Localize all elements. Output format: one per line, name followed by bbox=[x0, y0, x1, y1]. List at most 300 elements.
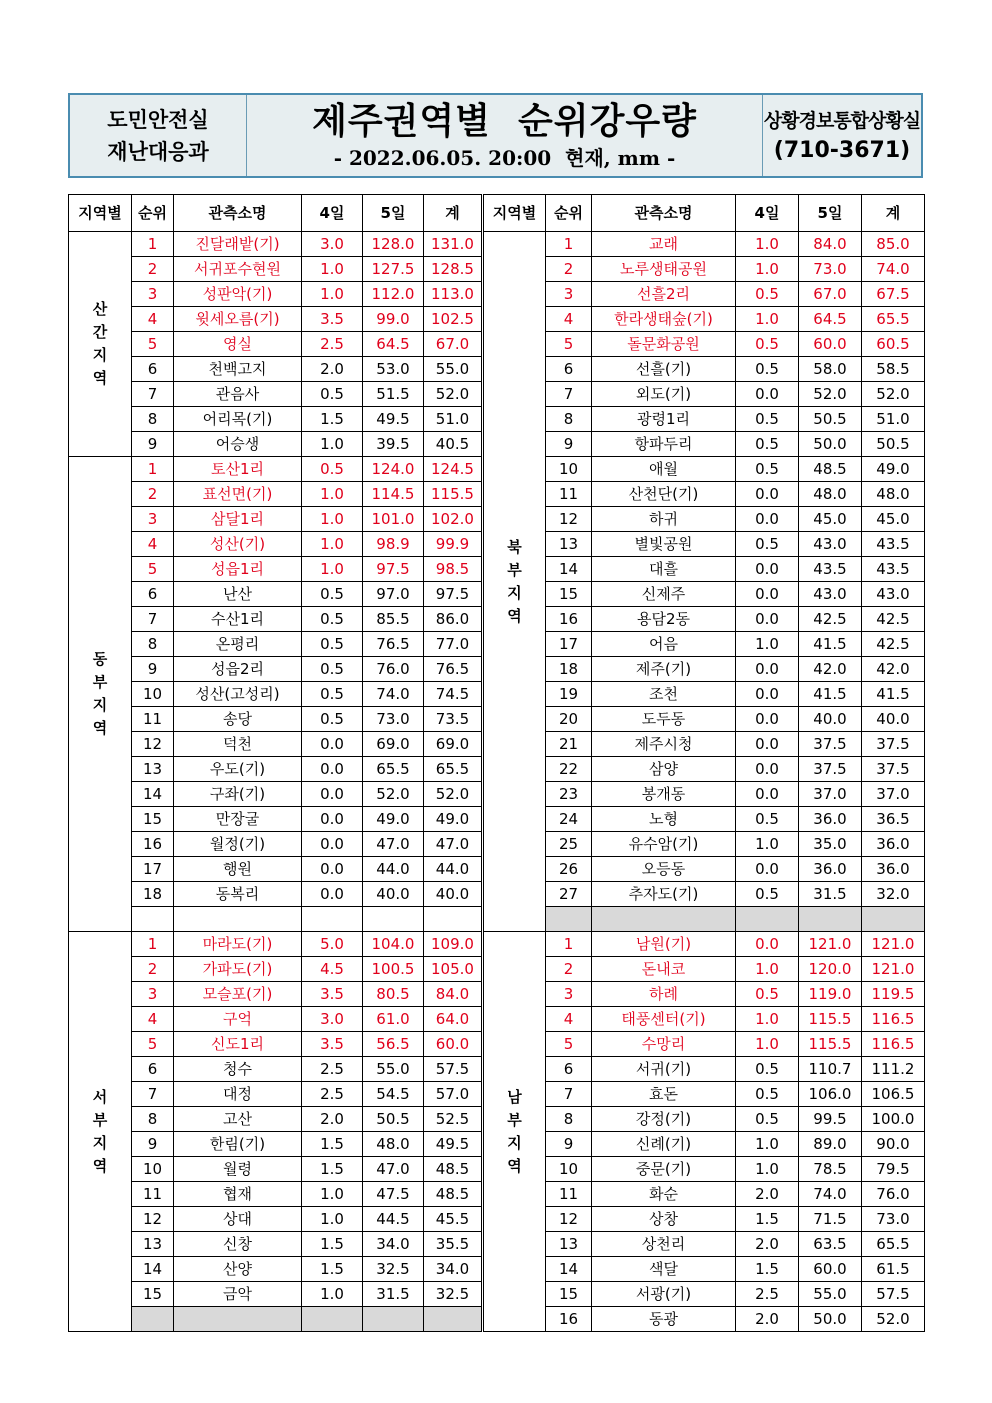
rain-day4: 1.0 bbox=[736, 1157, 799, 1182]
rain-day5: 65.5 bbox=[363, 757, 424, 782]
rank-cell: 4 bbox=[132, 1007, 174, 1032]
rain-total: 41.5 bbox=[862, 682, 925, 707]
rain-day4: 2.0 bbox=[736, 1182, 799, 1207]
station-name: 난산 bbox=[174, 582, 302, 607]
rank-cell: 1 bbox=[132, 232, 174, 257]
rain-total: 124.5 bbox=[424, 457, 483, 482]
rank-cell: 17 bbox=[546, 632, 592, 657]
rain-day5: 69.0 bbox=[363, 732, 424, 757]
rank-cell: 2 bbox=[132, 482, 174, 507]
rain-total: 52.5 bbox=[424, 1107, 483, 1132]
rain-day4: 2.0 bbox=[736, 1307, 799, 1332]
rain-total: 73.5 bbox=[424, 707, 483, 732]
station-name: 청수 bbox=[174, 1057, 302, 1082]
rain-total: 52.0 bbox=[424, 782, 483, 807]
station-name: 신창 bbox=[174, 1232, 302, 1257]
rain-day4: 1.0 bbox=[302, 432, 363, 457]
rain-total: 116.5 bbox=[862, 1007, 925, 1032]
rank-cell: 8 bbox=[132, 1107, 174, 1132]
station-name: 온평리 bbox=[174, 632, 302, 657]
rain-total: 34.0 bbox=[424, 1257, 483, 1282]
rain-day5: 45.0 bbox=[799, 507, 862, 532]
rain-total: 90.0 bbox=[862, 1132, 925, 1157]
station-name: 협재 bbox=[174, 1182, 302, 1207]
rain-day4: 0.0 bbox=[736, 607, 799, 632]
rain-day4: 0.0 bbox=[736, 682, 799, 707]
rain-day5: 43.0 bbox=[799, 532, 862, 557]
station-name: 가파도(기) bbox=[174, 957, 302, 982]
rank-cell: 3 bbox=[132, 982, 174, 1007]
rain-day4: 1.0 bbox=[736, 632, 799, 657]
rank-cell: 3 bbox=[546, 282, 592, 307]
rain-day5: 60.0 bbox=[799, 1257, 862, 1282]
rain-total: 121.0 bbox=[862, 932, 925, 957]
report-subtitle: - 2022.06.05. 20:00 현재, mm - bbox=[333, 145, 676, 170]
station-name: 봉개동 bbox=[592, 782, 736, 807]
rank-cell bbox=[132, 907, 174, 932]
region-label: 산 간 지 역 bbox=[69, 232, 132, 457]
rain-day5: 78.5 bbox=[799, 1157, 862, 1182]
rain-total: 37.5 bbox=[862, 732, 925, 757]
rain-day5: 97.5 bbox=[363, 557, 424, 582]
station-name bbox=[592, 907, 736, 932]
rank-cell: 4 bbox=[546, 1007, 592, 1032]
rain-day5: 47.5 bbox=[363, 1182, 424, 1207]
table-header-row bbox=[69, 195, 925, 232]
col-header-day4: 4일 bbox=[302, 195, 363, 232]
rain-total: 121.0 bbox=[862, 957, 925, 982]
rain-total: 65.5 bbox=[424, 757, 483, 782]
rain-total: 40.5 bbox=[424, 432, 483, 457]
rain-total: 69.0 bbox=[424, 732, 483, 757]
station-name: 색달 bbox=[592, 1257, 736, 1282]
rain-total: 57.0 bbox=[424, 1082, 483, 1107]
rain-total: 76.5 bbox=[424, 657, 483, 682]
col-header-station-right: 관측소명 bbox=[592, 195, 736, 232]
rain-total: 74.5 bbox=[424, 682, 483, 707]
rain-day4: 0.5 bbox=[302, 382, 363, 407]
rain-day4: 0.5 bbox=[302, 607, 363, 632]
rank-cell: 1 bbox=[132, 457, 174, 482]
rain-day4: 0.5 bbox=[736, 1057, 799, 1082]
rank-cell: 14 bbox=[132, 1257, 174, 1282]
rain-day5: 84.0 bbox=[799, 232, 862, 257]
rank-cell: 5 bbox=[546, 1032, 592, 1057]
rain-day4: 1.0 bbox=[302, 257, 363, 282]
rain-day5: 110.7 bbox=[799, 1057, 862, 1082]
rain-day4: 0.0 bbox=[736, 757, 799, 782]
rain-total: 60.0 bbox=[424, 1032, 483, 1057]
rain-total: 47.0 bbox=[424, 832, 483, 857]
rank-cell: 8 bbox=[132, 407, 174, 432]
station-name: 서귀(기) bbox=[592, 1057, 736, 1082]
region-label: 남 부 지 역 bbox=[483, 932, 546, 1332]
rank-cell: 25 bbox=[546, 832, 592, 857]
rain-day4: 0.5 bbox=[736, 357, 799, 382]
station-name: 돌문화공원 bbox=[592, 332, 736, 357]
rank-cell: 7 bbox=[132, 1082, 174, 1107]
rain-total: 36.0 bbox=[862, 832, 925, 857]
col-header-total-right: 계 bbox=[862, 195, 925, 232]
rain-day4: 1.0 bbox=[302, 507, 363, 532]
station-name: 중문(기) bbox=[592, 1157, 736, 1182]
station-name: 성산(고성리) bbox=[174, 682, 302, 707]
station-name: 덕천 bbox=[174, 732, 302, 757]
rain-day5: 73.0 bbox=[799, 257, 862, 282]
rain-total: 36.0 bbox=[862, 857, 925, 882]
rank-cell: 16 bbox=[132, 832, 174, 857]
rank-cell: 5 bbox=[132, 557, 174, 582]
station-name: 산양 bbox=[174, 1257, 302, 1282]
rain-day4: 1.5 bbox=[736, 1207, 799, 1232]
rain-total: 65.5 bbox=[862, 1232, 925, 1257]
rain-day4: 2.5 bbox=[302, 332, 363, 357]
rank-cell: 15 bbox=[546, 1282, 592, 1307]
station-name: 대흘 bbox=[592, 557, 736, 582]
rank-cell: 15 bbox=[132, 1282, 174, 1307]
rain-day5: 119.0 bbox=[799, 982, 862, 1007]
rain-total: 51.0 bbox=[424, 407, 483, 432]
rain-day4: 0.5 bbox=[302, 707, 363, 732]
rain-day5: 48.5 bbox=[799, 457, 862, 482]
station-name: 동복리 bbox=[174, 882, 302, 907]
rain-day4: 0.5 bbox=[736, 1107, 799, 1132]
rain-total: 77.0 bbox=[424, 632, 483, 657]
station-name: 광령1리 bbox=[592, 407, 736, 432]
station-name: 수산1리 bbox=[174, 607, 302, 632]
rain-total: 115.5 bbox=[424, 482, 483, 507]
rain-day5: 51.5 bbox=[363, 382, 424, 407]
rain-day4: 1.0 bbox=[736, 1132, 799, 1157]
station-name: 동광 bbox=[592, 1307, 736, 1332]
station-name: 상대 bbox=[174, 1207, 302, 1232]
rain-day4: 0.5 bbox=[736, 1082, 799, 1107]
rain-day4: 0.0 bbox=[736, 382, 799, 407]
rain-day5: 120.0 bbox=[799, 957, 862, 982]
station-name: 제주(기) bbox=[592, 657, 736, 682]
rain-total: 73.0 bbox=[862, 1207, 925, 1232]
station-name: 노루생태공원 bbox=[592, 257, 736, 282]
station-name: 성산(기) bbox=[174, 532, 302, 557]
station-name: 수망리 bbox=[592, 1032, 736, 1057]
rain-total: 40.0 bbox=[862, 707, 925, 732]
rain-total: 52.0 bbox=[862, 1307, 925, 1332]
rank-cell: 10 bbox=[546, 457, 592, 482]
rank-cell: 8 bbox=[546, 407, 592, 432]
rank-cell: 10 bbox=[132, 1157, 174, 1182]
rain-day5: 115.5 bbox=[799, 1007, 862, 1032]
rain-day5: 71.5 bbox=[799, 1207, 862, 1232]
rain-day4: 0.0 bbox=[302, 807, 363, 832]
rain-total: 65.5 bbox=[862, 307, 925, 332]
rain-total: 106.5 bbox=[862, 1082, 925, 1107]
rank-cell: 3 bbox=[132, 507, 174, 532]
rain-day5: 49.0 bbox=[363, 807, 424, 832]
rain-day4: 0.5 bbox=[302, 657, 363, 682]
station-name: 별빛공원 bbox=[592, 532, 736, 557]
rank-cell: 5 bbox=[546, 332, 592, 357]
station-name: 마라도(기) bbox=[174, 932, 302, 957]
rain-total: 43.5 bbox=[862, 557, 925, 582]
rain-day4: 0.0 bbox=[302, 732, 363, 757]
rain-total: 35.5 bbox=[424, 1232, 483, 1257]
office-phone: (710-3671) bbox=[773, 137, 911, 163]
rain-day4: 3.5 bbox=[302, 1032, 363, 1057]
rain-total bbox=[862, 907, 925, 932]
rain-total: 100.0 bbox=[862, 1107, 925, 1132]
rain-day5: 37.5 bbox=[799, 732, 862, 757]
rain-day4: 1.0 bbox=[302, 1182, 363, 1207]
rain-total: 45.0 bbox=[862, 507, 925, 532]
rain-day4: 1.0 bbox=[302, 532, 363, 557]
rain-day4: 0.5 bbox=[302, 457, 363, 482]
station-name: 고산 bbox=[174, 1107, 302, 1132]
rain-day4: 1.0 bbox=[736, 832, 799, 857]
rain-day4: 0.5 bbox=[736, 807, 799, 832]
rain-total: 52.0 bbox=[424, 382, 483, 407]
title-box bbox=[246, 95, 763, 176]
region-label: 동 부 지 역 bbox=[69, 457, 132, 932]
rain-day5 bbox=[363, 907, 424, 932]
rain-total: 60.5 bbox=[862, 332, 925, 357]
rank-cell: 2 bbox=[546, 257, 592, 282]
table-row bbox=[69, 232, 925, 257]
rain-day5: 100.5 bbox=[363, 957, 424, 982]
rain-day4: 0.0 bbox=[736, 707, 799, 732]
rank-cell: 21 bbox=[546, 732, 592, 757]
rain-total: 67.0 bbox=[424, 332, 483, 357]
rain-day4: 0.0 bbox=[736, 732, 799, 757]
rain-day4: 0.5 bbox=[736, 282, 799, 307]
rank-cell: 12 bbox=[546, 507, 592, 532]
rain-total: 57.5 bbox=[862, 1282, 925, 1307]
rain-day4: 0.5 bbox=[736, 982, 799, 1007]
station-name: 관음사 bbox=[174, 382, 302, 407]
rain-day5: 64.5 bbox=[799, 307, 862, 332]
table-row bbox=[69, 932, 925, 957]
office-box bbox=[762, 95, 921, 176]
station-name: 노형 bbox=[592, 807, 736, 832]
rain-day4: 0.0 bbox=[736, 557, 799, 582]
rank-cell: 6 bbox=[132, 357, 174, 382]
rank-cell: 13 bbox=[132, 1232, 174, 1257]
rain-day4: 2.0 bbox=[736, 1232, 799, 1257]
rank-cell: 7 bbox=[546, 382, 592, 407]
rain-day4: 0.0 bbox=[736, 482, 799, 507]
rain-day5: 64.5 bbox=[363, 332, 424, 357]
rain-total: 49.5 bbox=[424, 1132, 483, 1157]
rain-day5: 80.5 bbox=[363, 982, 424, 1007]
rain-day5: 41.5 bbox=[799, 632, 862, 657]
rank-cell: 6 bbox=[132, 1057, 174, 1082]
station-name: 한림(기) bbox=[174, 1132, 302, 1157]
rank-cell: 14 bbox=[546, 557, 592, 582]
col-header-region-right: 지역별 bbox=[483, 195, 546, 232]
rain-day5 bbox=[799, 907, 862, 932]
rain-day5: 106.0 bbox=[799, 1082, 862, 1107]
rank-cell bbox=[132, 1307, 174, 1332]
rain-day5: 42.5 bbox=[799, 607, 862, 632]
rain-day4: 1.0 bbox=[302, 1207, 363, 1232]
rain-day5: 101.0 bbox=[363, 507, 424, 532]
rain-day4: 5.0 bbox=[302, 932, 363, 957]
rank-cell: 4 bbox=[132, 307, 174, 332]
rain-day4: 2.0 bbox=[302, 357, 363, 382]
rain-day4: 1.5 bbox=[302, 1132, 363, 1157]
rank-cell: 10 bbox=[132, 682, 174, 707]
rank-cell: 3 bbox=[132, 282, 174, 307]
rain-total: 99.9 bbox=[424, 532, 483, 557]
station-name: 월령 bbox=[174, 1157, 302, 1182]
rain-day4: 0.5 bbox=[302, 682, 363, 707]
rain-total: 76.0 bbox=[862, 1182, 925, 1207]
station-name: 서광(기) bbox=[592, 1282, 736, 1307]
rain-day5: 31.5 bbox=[363, 1282, 424, 1307]
station-name: 월정(기) bbox=[174, 832, 302, 857]
rain-total: 42.5 bbox=[862, 632, 925, 657]
rain-day5: 58.0 bbox=[799, 357, 862, 382]
rain-day5: 36.0 bbox=[799, 857, 862, 882]
rain-day5: 55.0 bbox=[363, 1057, 424, 1082]
report-title: 제주권역별 순위강우량 bbox=[312, 100, 697, 142]
rain-day4: 0.5 bbox=[302, 632, 363, 657]
rain-total: 85.0 bbox=[862, 232, 925, 257]
rank-cell: 2 bbox=[132, 957, 174, 982]
rank-cell: 11 bbox=[546, 1182, 592, 1207]
station-name: 어리목(기) bbox=[174, 407, 302, 432]
rain-total: 131.0 bbox=[424, 232, 483, 257]
rain-total: 97.5 bbox=[424, 582, 483, 607]
rank-cell: 8 bbox=[132, 632, 174, 657]
rain-total: 48.5 bbox=[424, 1157, 483, 1182]
station-name: 선흘2리 bbox=[592, 282, 736, 307]
station-name: 토산1리 bbox=[174, 457, 302, 482]
rank-cell: 9 bbox=[132, 657, 174, 682]
rain-day4: 0.5 bbox=[736, 532, 799, 557]
rain-total: 37.5 bbox=[862, 757, 925, 782]
station-name: 신례(기) bbox=[592, 1132, 736, 1157]
rank-cell: 5 bbox=[132, 332, 174, 357]
rank-cell: 1 bbox=[546, 232, 592, 257]
rain-day5: 63.5 bbox=[799, 1232, 862, 1257]
rank-cell: 9 bbox=[132, 432, 174, 457]
station-name: 표선면(기) bbox=[174, 482, 302, 507]
rain-day4: 4.5 bbox=[302, 957, 363, 982]
rain-total bbox=[424, 1307, 483, 1332]
rain-total: 102.5 bbox=[424, 307, 483, 332]
station-name: 삼양 bbox=[592, 757, 736, 782]
station-name: 유수암(기) bbox=[592, 832, 736, 857]
station-name: 서귀포수현원 bbox=[174, 257, 302, 282]
rain-day5: 42.0 bbox=[799, 657, 862, 682]
rain-total: 36.5 bbox=[862, 807, 925, 832]
rain-day5: 34.0 bbox=[363, 1232, 424, 1257]
rank-cell: 13 bbox=[132, 757, 174, 782]
rank-cell: 7 bbox=[132, 382, 174, 407]
rain-day4: 2.5 bbox=[302, 1057, 363, 1082]
col-header-rank-right: 순위 bbox=[546, 195, 592, 232]
rain-day4: 0.5 bbox=[302, 582, 363, 607]
rain-day4: 0.0 bbox=[736, 932, 799, 957]
station-name: 외도(기) bbox=[592, 382, 736, 407]
rank-cell: 4 bbox=[546, 307, 592, 332]
department-line2: 재난대응과 bbox=[107, 139, 209, 164]
rain-day4: 3.0 bbox=[302, 1007, 363, 1032]
station-name: 신도1리 bbox=[174, 1032, 302, 1057]
rank-cell: 22 bbox=[546, 757, 592, 782]
station-name: 어승생 bbox=[174, 432, 302, 457]
rank-cell: 19 bbox=[546, 682, 592, 707]
rain-total: 48.5 bbox=[424, 1182, 483, 1207]
station-name: 돈내코 bbox=[592, 957, 736, 982]
rain-day4: 2.5 bbox=[736, 1282, 799, 1307]
rain-total: 79.5 bbox=[862, 1157, 925, 1182]
rain-total: 67.5 bbox=[862, 282, 925, 307]
rank-cell: 10 bbox=[546, 1157, 592, 1182]
rain-total: 43.5 bbox=[862, 532, 925, 557]
rank-cell: 16 bbox=[546, 1307, 592, 1332]
rank-cell: 14 bbox=[546, 1257, 592, 1282]
station-name: 대정 bbox=[174, 1082, 302, 1107]
rank-cell: 11 bbox=[132, 707, 174, 732]
table-body bbox=[69, 232, 925, 1332]
rain-day5: 127.5 bbox=[363, 257, 424, 282]
rank-cell: 1 bbox=[546, 932, 592, 957]
station-name: 행원 bbox=[174, 857, 302, 882]
rain-total: 102.0 bbox=[424, 507, 483, 532]
rain-day4: 3.0 bbox=[302, 232, 363, 257]
rain-day4: 0.0 bbox=[736, 657, 799, 682]
rain-total: 113.0 bbox=[424, 282, 483, 307]
rain-day4: 1.5 bbox=[736, 1257, 799, 1282]
rain-day4: 1.5 bbox=[302, 1232, 363, 1257]
rain-day5: 36.0 bbox=[799, 807, 862, 832]
station-name: 우도(기) bbox=[174, 757, 302, 782]
station-name bbox=[174, 907, 302, 932]
station-name: 천백고지 bbox=[174, 357, 302, 382]
rain-total: 55.0 bbox=[424, 357, 483, 382]
rain-total: 57.5 bbox=[424, 1057, 483, 1082]
rain-total: 98.5 bbox=[424, 557, 483, 582]
rank-cell: 7 bbox=[132, 607, 174, 632]
rain-day5: 74.0 bbox=[363, 682, 424, 707]
station-name: 오등동 bbox=[592, 857, 736, 882]
station-name: 어음 bbox=[592, 632, 736, 657]
rank-cell: 12 bbox=[132, 1207, 174, 1232]
rank-cell: 12 bbox=[132, 732, 174, 757]
station-name: 하귀 bbox=[592, 507, 736, 532]
station-name: 강정(기) bbox=[592, 1107, 736, 1132]
station-name: 교래 bbox=[592, 232, 736, 257]
region-label: 북 부 지 역 bbox=[483, 232, 546, 932]
rain-day5: 121.0 bbox=[799, 932, 862, 957]
station-name: 모슬포(기) bbox=[174, 982, 302, 1007]
rank-cell: 3 bbox=[546, 982, 592, 1007]
station-name: 도두동 bbox=[592, 707, 736, 732]
rain-day5: 35.0 bbox=[799, 832, 862, 857]
rain-day5: 44.0 bbox=[363, 857, 424, 882]
rain-day4: 3.5 bbox=[302, 982, 363, 1007]
rank-cell: 18 bbox=[546, 657, 592, 682]
office-name: 상황경보통합상황실 bbox=[763, 109, 921, 132]
station-name: 태풍센터(기) bbox=[592, 1007, 736, 1032]
station-name: 선흘(기) bbox=[592, 357, 736, 382]
station-name: 송당 bbox=[174, 707, 302, 732]
rain-day4 bbox=[302, 907, 363, 932]
rank-cell: 9 bbox=[546, 432, 592, 457]
rain-total: 74.0 bbox=[862, 257, 925, 282]
rain-day5: 98.9 bbox=[363, 532, 424, 557]
